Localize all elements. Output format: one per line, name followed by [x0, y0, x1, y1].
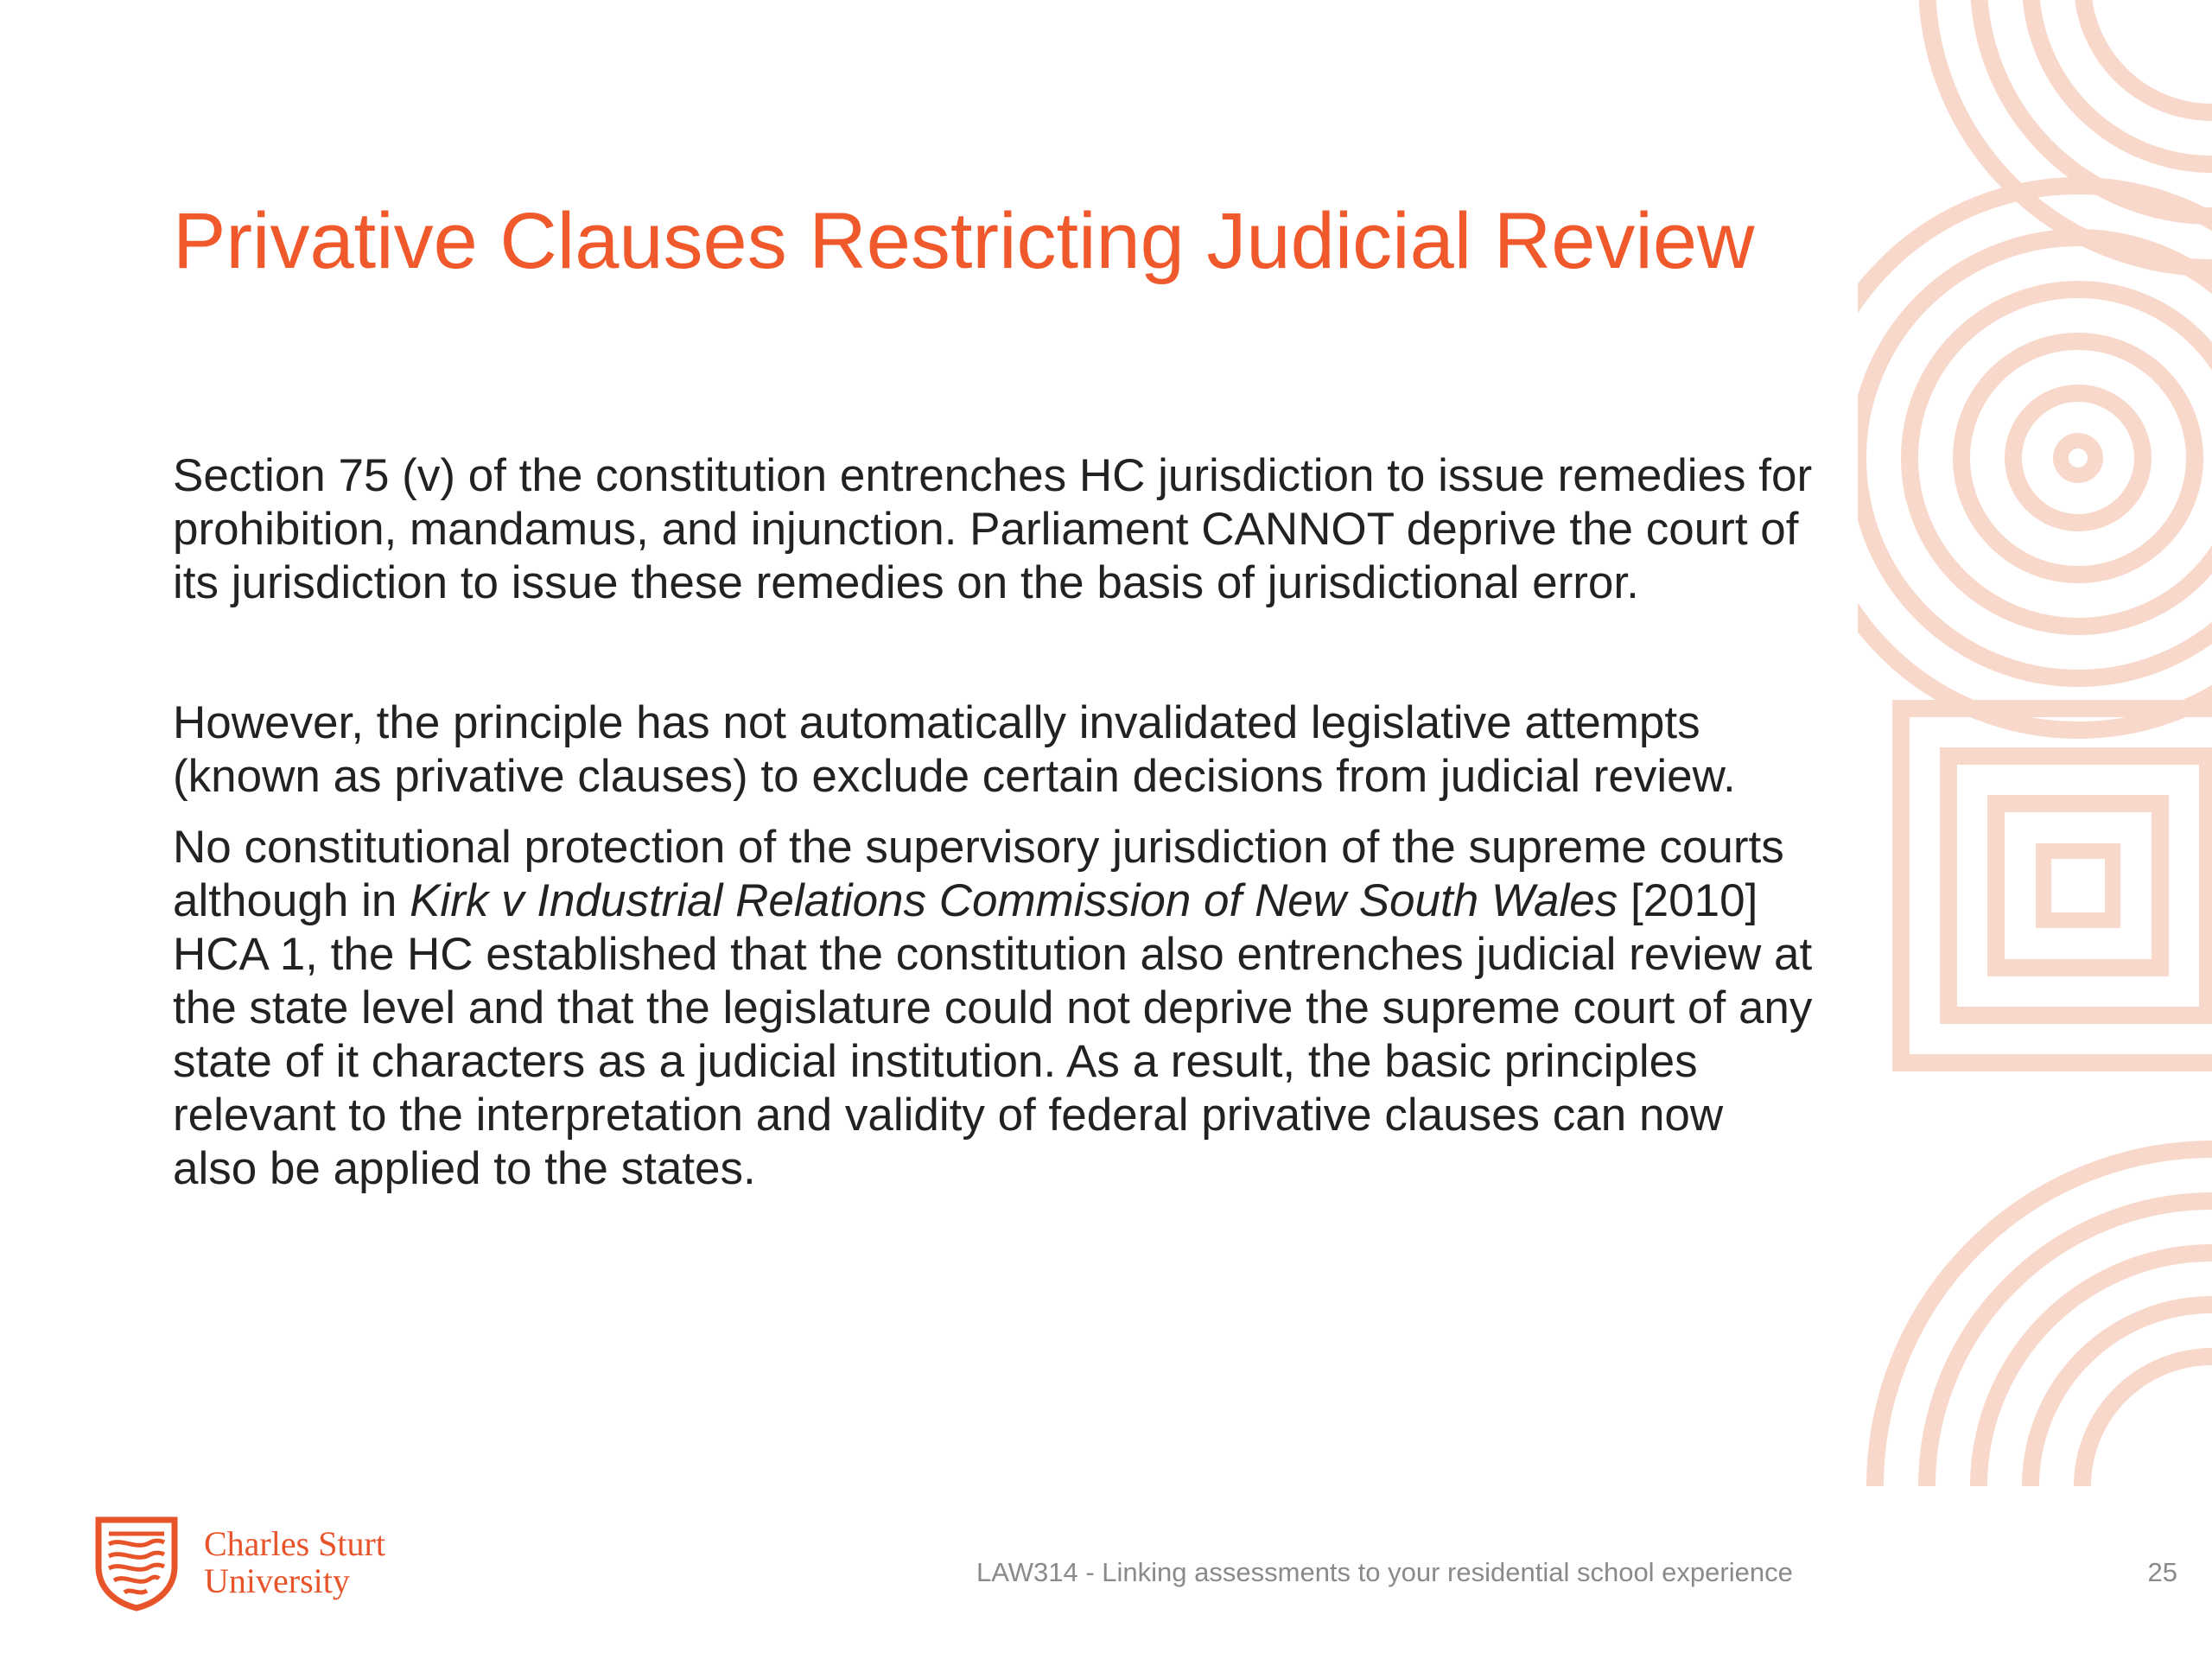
case-citation: Kirk v Industrial Relations Commission of New South Wales	[410, 875, 1618, 926]
decorative-pattern	[1858, 0, 2212, 1486]
footer-course-label: LAW314 - Linking assessments to your residential school experience	[976, 1557, 1793, 1587]
logo-line-1: Charles Sturt	[204, 1524, 385, 1563]
paragraph-kirk-rest: [2010] HCA 1, the HC established that the constitution also entrenches judicial review at the state level and that the legislature could not deprive the supreme court of any state of it characters as a judicial institution. As a result, the basic principles relevant to the interpretation and validity of federal privative clauses can now also be applied to the states.	[173, 875, 1813, 1194]
slide-title: Privative Clauses Restricting Judicial Review	[173, 197, 1755, 285]
paragraph-privative-clauses: However, the principle has not automatically invalidated legislative attempts (known as privative clauses) to exclude certain decisions from judicial review.	[173, 697, 1736, 802]
paragraph-section-75: Section 75 (v) of the constitution entrenches HC jurisdiction to issue remedies for prohibition, mandamus, and injunction. Parliament CANNOT deprive the court of its jurisdiction to issue these remedies on the basis of jurisdictional error.	[173, 450, 1813, 608]
paragraph-kirk-intro: No constitutional protection of the supervisory jurisdiction of the supreme courts although in	[173, 822, 1784, 926]
crest-icon	[95, 1516, 178, 1611]
paragraph-kirk-case	[173, 821, 1815, 1196]
logo-line-2: University	[204, 1561, 350, 1600]
slide-body	[173, 449, 1815, 1196]
page-number: 25	[2147, 1557, 2177, 1587]
logo-wordmark	[204, 1525, 385, 1599]
university-logo	[95, 1516, 441, 1620]
